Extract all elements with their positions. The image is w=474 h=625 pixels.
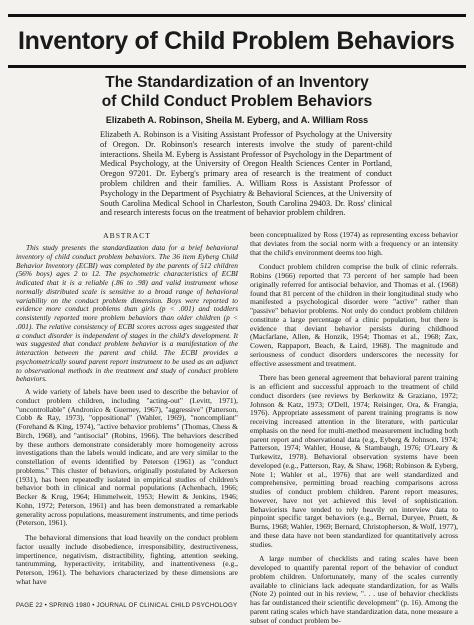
article-authors: Elizabeth A. Robinson, Sheila M. Eyberg, and A. William Ross xyxy=(105,115,369,125)
author-bio: Elizabeth A. Robinson is a Visiting Assistant Professor of Psychology at the University of Oregon. Dr. Robinson's research interests involve the study of parent-child interactions. Sheila M. Eyberg is Assistant Professor of Psychology in the Department of Medical Psychology, at the University of Oregon Health Sciences Center in Portland, Oregon 97201. Dr. Eyberg's primary area of research is the treatment of conduct problem children and their families. A. William Ross is Assistant Professor of Psychology in the Department of Psychiatry & Behavioral Sciences, at the University of South Carolina Medical School in Charleston, South Carolina 29403. Dr. Ross' clinical and research interests focus on the treatment of behavior problem children. xyxy=(100,130,392,218)
abstract-heading: ABSTRACT xyxy=(103,231,151,240)
abstract-section xyxy=(16,231,238,384)
body-paragraph: Conduct problem children comprise the bulk of clinic referrals. Robins (1966) reported that 73 percent of her sample had been originally referred for antisocial behavior, and Thomas et al. (1968) found that 81 percent of the children in their longitudinal study who manifested a psychological disorder were "active" rather than "passive" behavior problems. Not only do conduct problem children constitute a large percentage of a clinic population, but there is evidence that deviant behavior persists during childhood (Macfarlane, Allen, & Honzik, 1954; Thomas et al., 1968; Zax, Cowen, Rappaport, Beach, & Laird, 1968). The magnitude and seriousness of conduct disorders underscores the necessity for effective assessment and treatment. xyxy=(250,262,458,368)
page-footer: PAGE 22 • SPRING 1980 • JOURNAL OF CLINICAL CHILD PSYCHOLOGY xyxy=(16,602,238,609)
abstract-text: This study presents the standardization data for a brief behavioral inventory of child conduct problem behaviors. The 36 item Eyberg Child Behavior Inventory (ECBI) was completed by the parents of 512 children (56% boys) ages 2 to 12. The psychometric characteristics of ECBI indicated that it is a reliable (.86 to .98) and valid instrument whose normally distributed scale is sensitive to a broad range of behavioral variability on the conduct problem dimension. Boys were reported to evidence more conduct problems than girls (p < .001) and toddlers consistently reported more problem behaviors than older children (p < .001). The relative consistency of ECBI scores across ages suggested that a conduct disorder is independent of stages in the child's development. It was suggested that conduct problem behavior is a manifestation of the interaction between the parent and child. The ECBI provides a psychometrically sound parent report instrument to be used as an adjunct to observational methods in the treatment and study of conduct problem behaviors. xyxy=(16,243,238,384)
article-title-line-2: of Child Conduct Problem Behaviors xyxy=(101,93,373,110)
article-title-line-1: The Standardization of an Inventory xyxy=(105,74,369,91)
body-paragraph: A large number of checklists and rating scales have been developed to quantify parental report of the behavior of conduct problem children. Unfortunately, many of the scales currently available to clinicians lack adequate standardization, for as Walls (Note 2) pointed out in his review, ". . . use of behavior checklists has far outdistanced their scientific development" (p. 16). Among the parent rating scales which have standardization data, none measure a subset of conduct problem be- xyxy=(250,554,458,625)
body-paragraph: There has been general agreement that behavioral parent training is an efficient and successful approach to the treatment of child conduct disorders (see reviews by Berkowitz & Graziano, 1972; Johnson & Katz, 1973; O'Dell, 1974; Reisinger, Ora, & Frangia, 1976). Appropriate assessment of parent training programs is now receiving increased attention in the literature, with particular emphasis on the need for multi-method measurement including both parent report and observational data (e.g., Eyberg & Johnson, 1974; Patterson, 1974; Wahler, House, & Stambaugh, 1976; O'Leary & Turkewitz, 1978). Behavioral observation systems have been developed (e.g., Patterson, Ray, & Shaw, 1968; Robinson & Eyberg, Note 1; Wahler et al., 1976) that are well standardized and comprehensive, permitting broad reaching comparisons across studies of conduct problem children. Parent report measures, however, have not yet achieved this level of sophistication. Behaviorists have tended to rely heavily on interview data to pinpoint specific target behaviors (e.g., Bernal, Duryee, Pruett, & Burns, 1968; Wahler, 1969; Bernard, Christopherson, & Wolf, 1977), and these data have not been standardized for quantitatively across studies. xyxy=(250,373,458,549)
right-column xyxy=(250,231,458,625)
body-paragraph: The behavioral dimensions that load heavily on the conduct problem factor usually include disobedience, irresponsibility, destructiveness, impertinence, negativism, distractibility, fighting, attention seeking, tantrumming, hyperactivity, irritability, and inattentiveness (e.g., Peterson, 1961). The behaviors characterized by these dimensions are what have xyxy=(16,533,238,586)
body-paragraph: A wide variety of labels have been used to describe the behavior of conduct problem children, including "acting-out" (Levitt, 1971), "uncontrollable" (Andronico & Guerney, 1967), "aggressive" (Patterson, Cobb & Ray, 1973), "oppositional" (Wahler, 1969), "noncompliant" (Forehand & King, 1974), "active behavior problems" (Thomas, Chess & Birch, 1968), and "antisocial" (Robins, 1966). The behaviors described by these authors demonstrate considerably more homogeneity across investigations than the labels would indicate, and are very similar to the constellation of events identified by Peterson (1961) as "conduct problems." This cluster of behaviors, originally postulated by Ackerson (1931), has been repeatedly isolated in empirical studies of children's behavior both in clinical and normal populations (Achenbach, 1966; Becker & Krug, 1964; Himmelweit, 1953; Hewitt & Jenkins, 1946; Kohn, 1972; Peterson, 1961) and has been demonstrated a remarkable generality across populations, measurement instruments, and time periods (Peterson, 1961). xyxy=(16,387,238,528)
left-column xyxy=(16,388,238,587)
article-title xyxy=(0,73,474,111)
journal-banner xyxy=(8,14,466,68)
body-paragraph: been conceptualized by Ross (1974) as representing excess behavior that deviates from the social norm with a frequency or an intensity that the child's environment deems too high. xyxy=(250,230,458,257)
banner-title: Inventory of Child Problem Behaviors xyxy=(18,26,455,55)
